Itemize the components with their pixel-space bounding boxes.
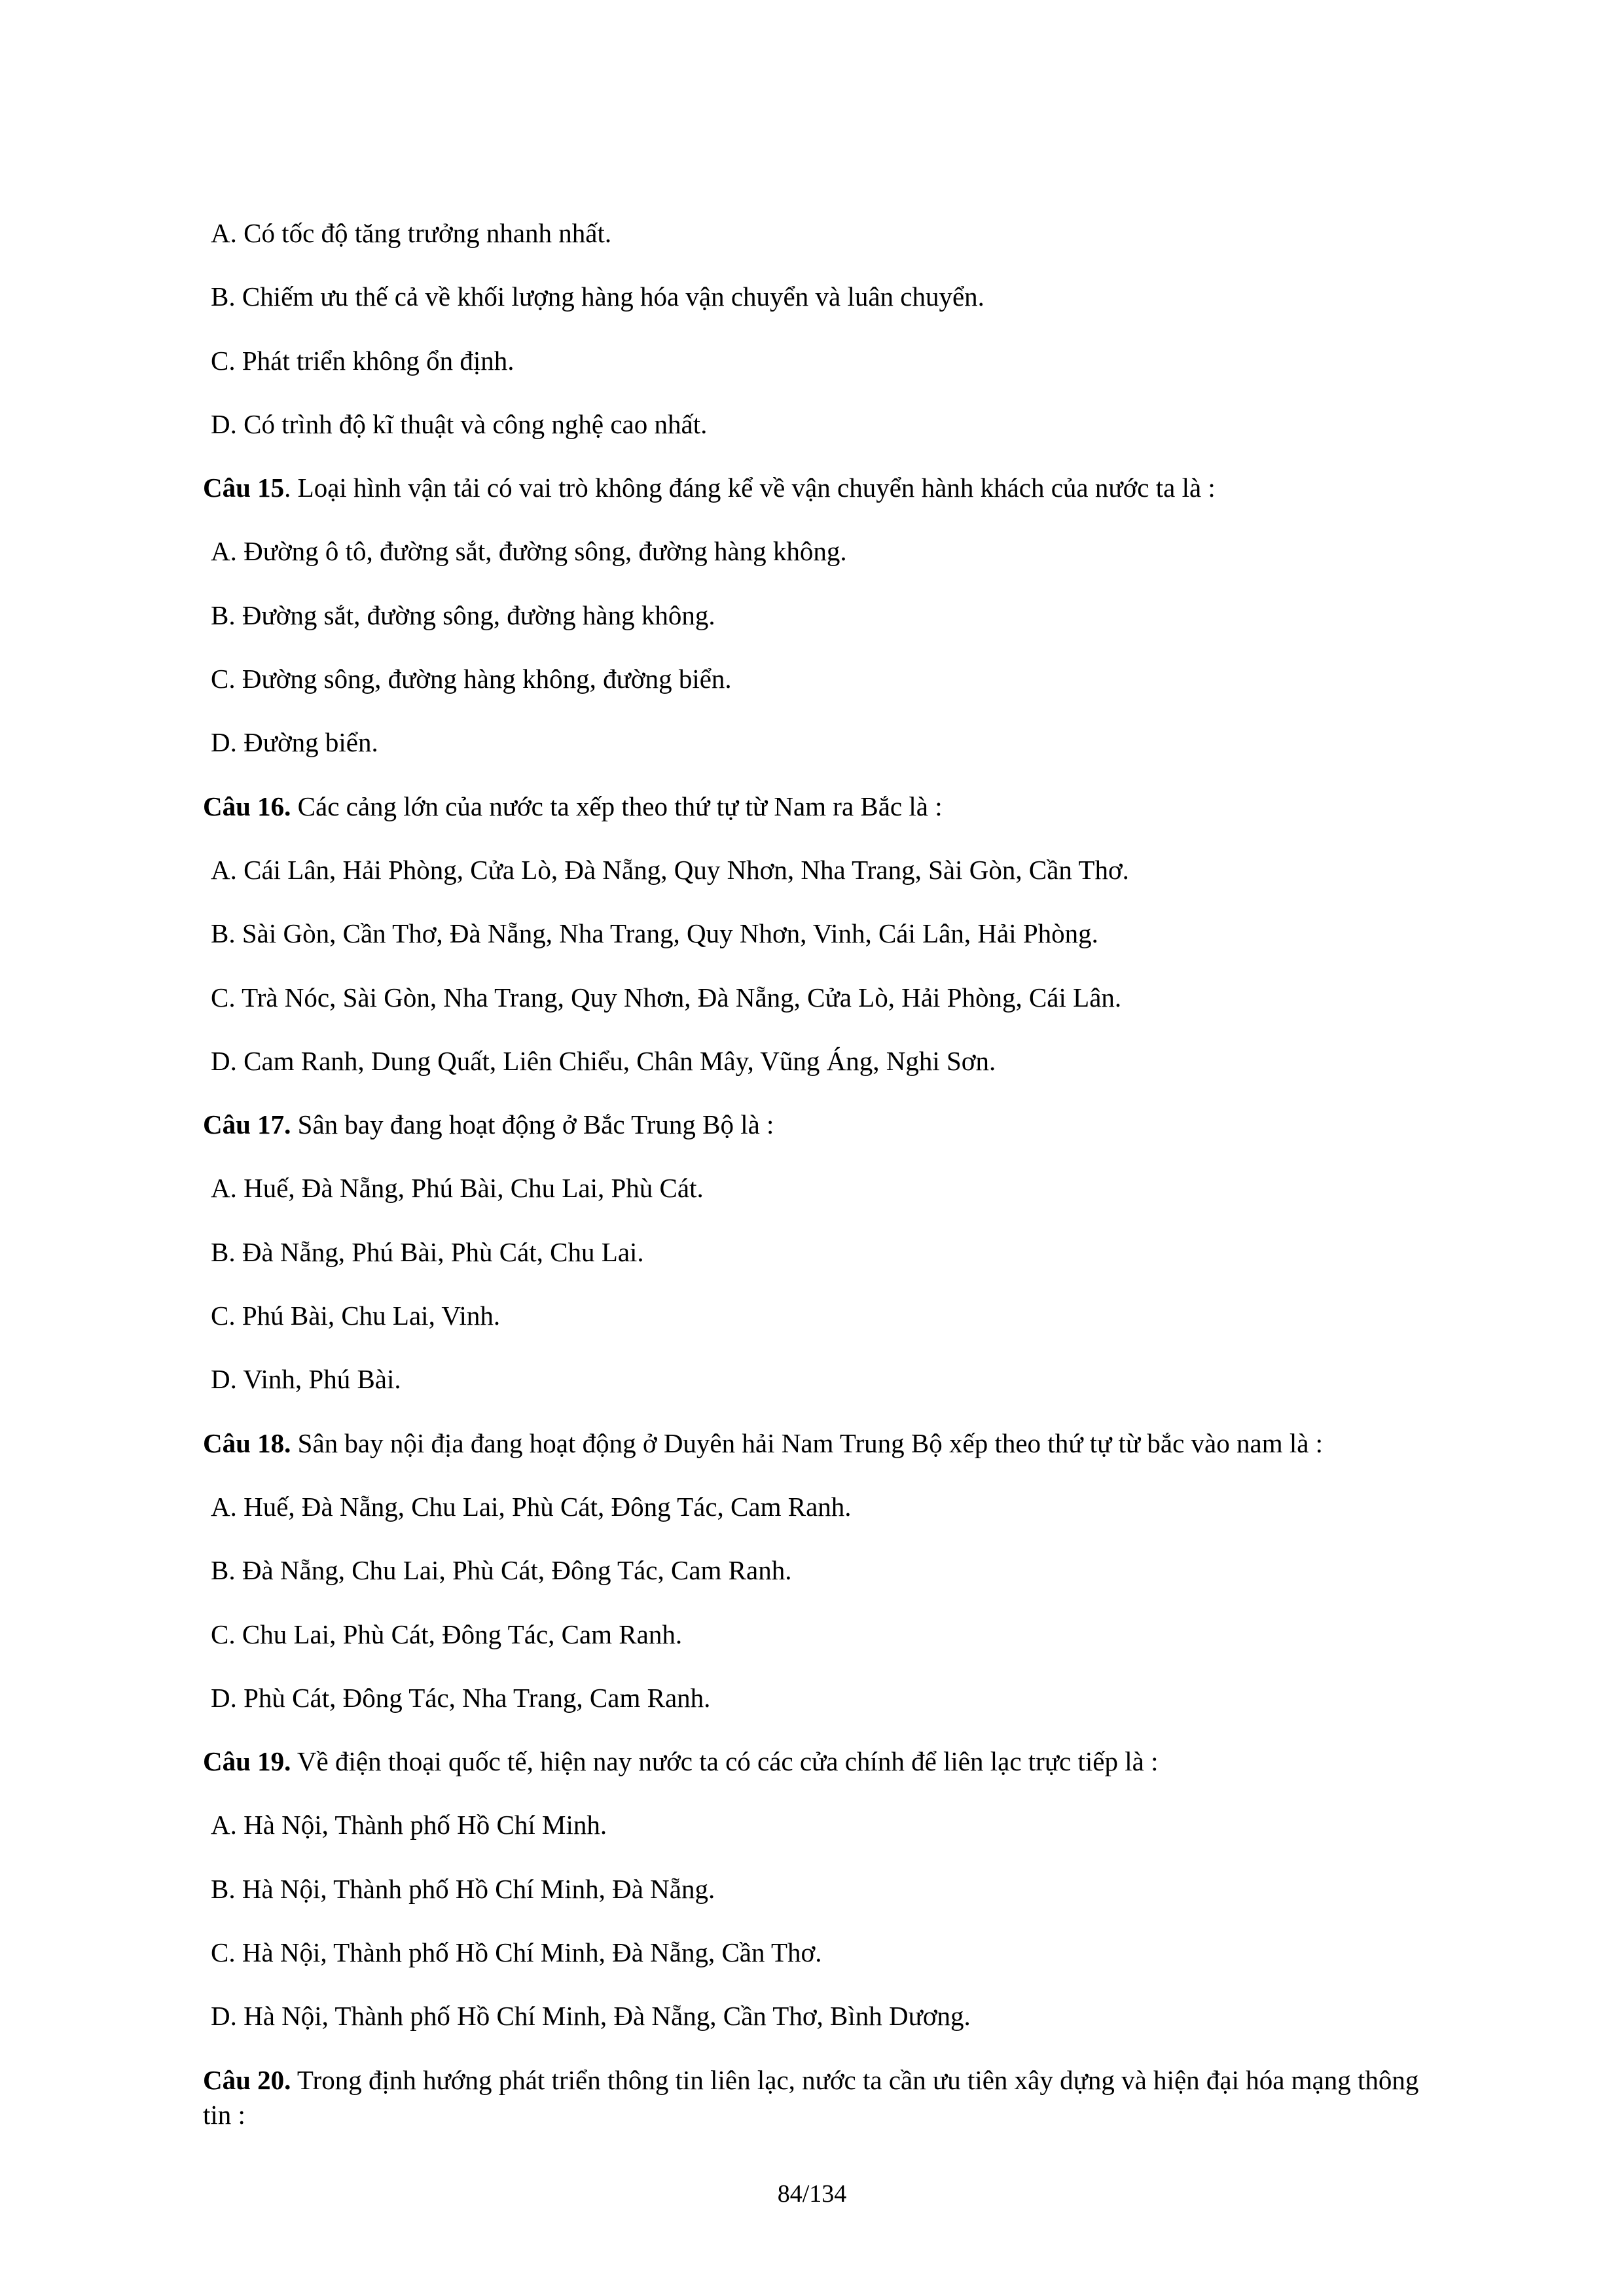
answer-option: C. Phát triển không ổn định. <box>211 345 514 376</box>
answer-option: D. Cam Ranh, Dung Quất, Liên Chiểu, Chân Mây, Vũng Áng, Nghi Sơn. <box>211 1045 996 1076</box>
answer-option: D. Phù Cát, Đông Tác, Nha Trang, Cam Ranh. <box>211 1682 711 1713</box>
answer-option: A. Hà Nội, Thành phố Hồ Chí Minh. <box>211 1810 607 1840</box>
answer-option: C. Hà Nội, Thành phố Hồ Chí Minh, Đà Nẵng, Cần Thơ. <box>211 1937 822 1968</box>
question-label: Câu 19. <box>203 1746 291 1777</box>
answer-option: B. Hà Nội, Thành phố Hồ Chí Minh, Đà Nẵng. <box>211 1873 715 1904</box>
answer-option: B. Chiếm ưu thế cả về khối lượng hàng hóa vận chuyển và luân chuyển. <box>211 281 984 312</box>
question-text: Về điện thoại quốc tế, hiện nay nước ta có các cửa chính để liên lạc trực tiếp là : <box>291 1746 1159 1777</box>
answer-option: D. Có trình độ kĩ thuật và công nghệ cao nhất. <box>211 408 708 439</box>
question-text: Sân bay nội địa đang hoạt động ở Duyên hải Nam Trung Bộ xếp theo thứ tự từ bắc vào nam là : <box>291 1427 1324 1458</box>
question-heading <box>203 1744 1440 1779</box>
question-heading <box>203 789 1440 824</box>
question-heading <box>203 2063 1440 2133</box>
document-body <box>203 216 1440 2132</box>
answer-option: A. Huế, Đà Nẵng, Chu Lai, Phù Cát, Đông Tác, Cam Ranh. <box>211 1491 852 1522</box>
answer-option: A. Cái Lân, Hải Phòng, Cửa Lò, Đà Nẵng, Quy Nhơn, Nha Trang, Sài Gòn, Cần Thơ. <box>211 854 1129 885</box>
question-label: Câu 18. <box>203 1427 291 1458</box>
answer-option: B. Đà Nẵng, Phú Bài, Phù Cát, Chu Lai. <box>211 1236 644 1267</box>
answer-option: B. Sài Gòn, Cần Thơ, Đà Nẵng, Nha Trang, Quy Nhơn, Vinh, Cái Lân, Hải Phòng. <box>211 918 1098 949</box>
answer-option: C. Chu Lai, Phù Cát, Đông Tác, Cam Ranh. <box>211 1619 683 1649</box>
answer-option: A. Huế, Đà Nẵng, Phú Bài, Chu Lai, Phù Cát. <box>211 1173 704 1204</box>
question-label: Câu 17. <box>203 1109 291 1140</box>
question-text: Các cảng lớn của nước ta xếp theo thứ tự từ Nam ra Bắc là : <box>291 791 943 821</box>
answer-option: D. Đường biển. <box>211 727 378 758</box>
question-label: Câu 16. <box>203 791 291 821</box>
answer-option: B. Đà Nẵng, Chu Lai, Phù Cát, Đông Tác, Cam Ranh. <box>211 1555 792 1586</box>
question-label: Câu 15 <box>203 473 285 503</box>
answer-option: A. Đường ô tô, đường sắt, đường sông, đường hàng không. <box>211 536 847 567</box>
answer-option: D. Vinh, Phú Bài. <box>211 1364 401 1395</box>
question-heading <box>203 1107 1440 1142</box>
answer-option: C. Phú Bài, Chu Lai, Vinh. <box>211 1300 501 1331</box>
answer-option: D. Hà Nội, Thành phố Hồ Chí Minh, Đà Nẵng, Cần Thơ, Bình Dương. <box>211 2001 971 2032</box>
question-label: Câu 20. <box>203 2064 291 2095</box>
answer-option: C. Đường sông, đường hàng không, đường biển. <box>211 664 732 694</box>
question-text: Sân bay đang hoạt động ở Bắc Trung Bộ là : <box>291 1109 774 1140</box>
question-heading <box>203 471 1440 505</box>
page-number: 84/134 <box>777 2180 847 2208</box>
question-text: . Loại hình vận tải có vai trò không đáng kể về vận chuyển hành khách của nước ta là : <box>284 473 1216 503</box>
question-heading <box>203 1426 1440 1461</box>
answer-option: A. Có tốc độ tăng trưởng nhanh nhất. <box>211 218 612 248</box>
answer-option: B. Đường sắt, đường sông, đường hàng không. <box>211 600 715 630</box>
answer-option: C. Trà Nóc, Sài Gòn, Nha Trang, Quy Nhơn, Đà Nẵng, Cửa Lò, Hải Phòng, Cái Lân. <box>211 982 1122 1013</box>
question-text: Trong định hướng phát triển thông tin liên lạc, nước ta cần ưu tiên xây dựng và hiện đại hóa mạng thông tin : <box>203 2064 1419 2130</box>
